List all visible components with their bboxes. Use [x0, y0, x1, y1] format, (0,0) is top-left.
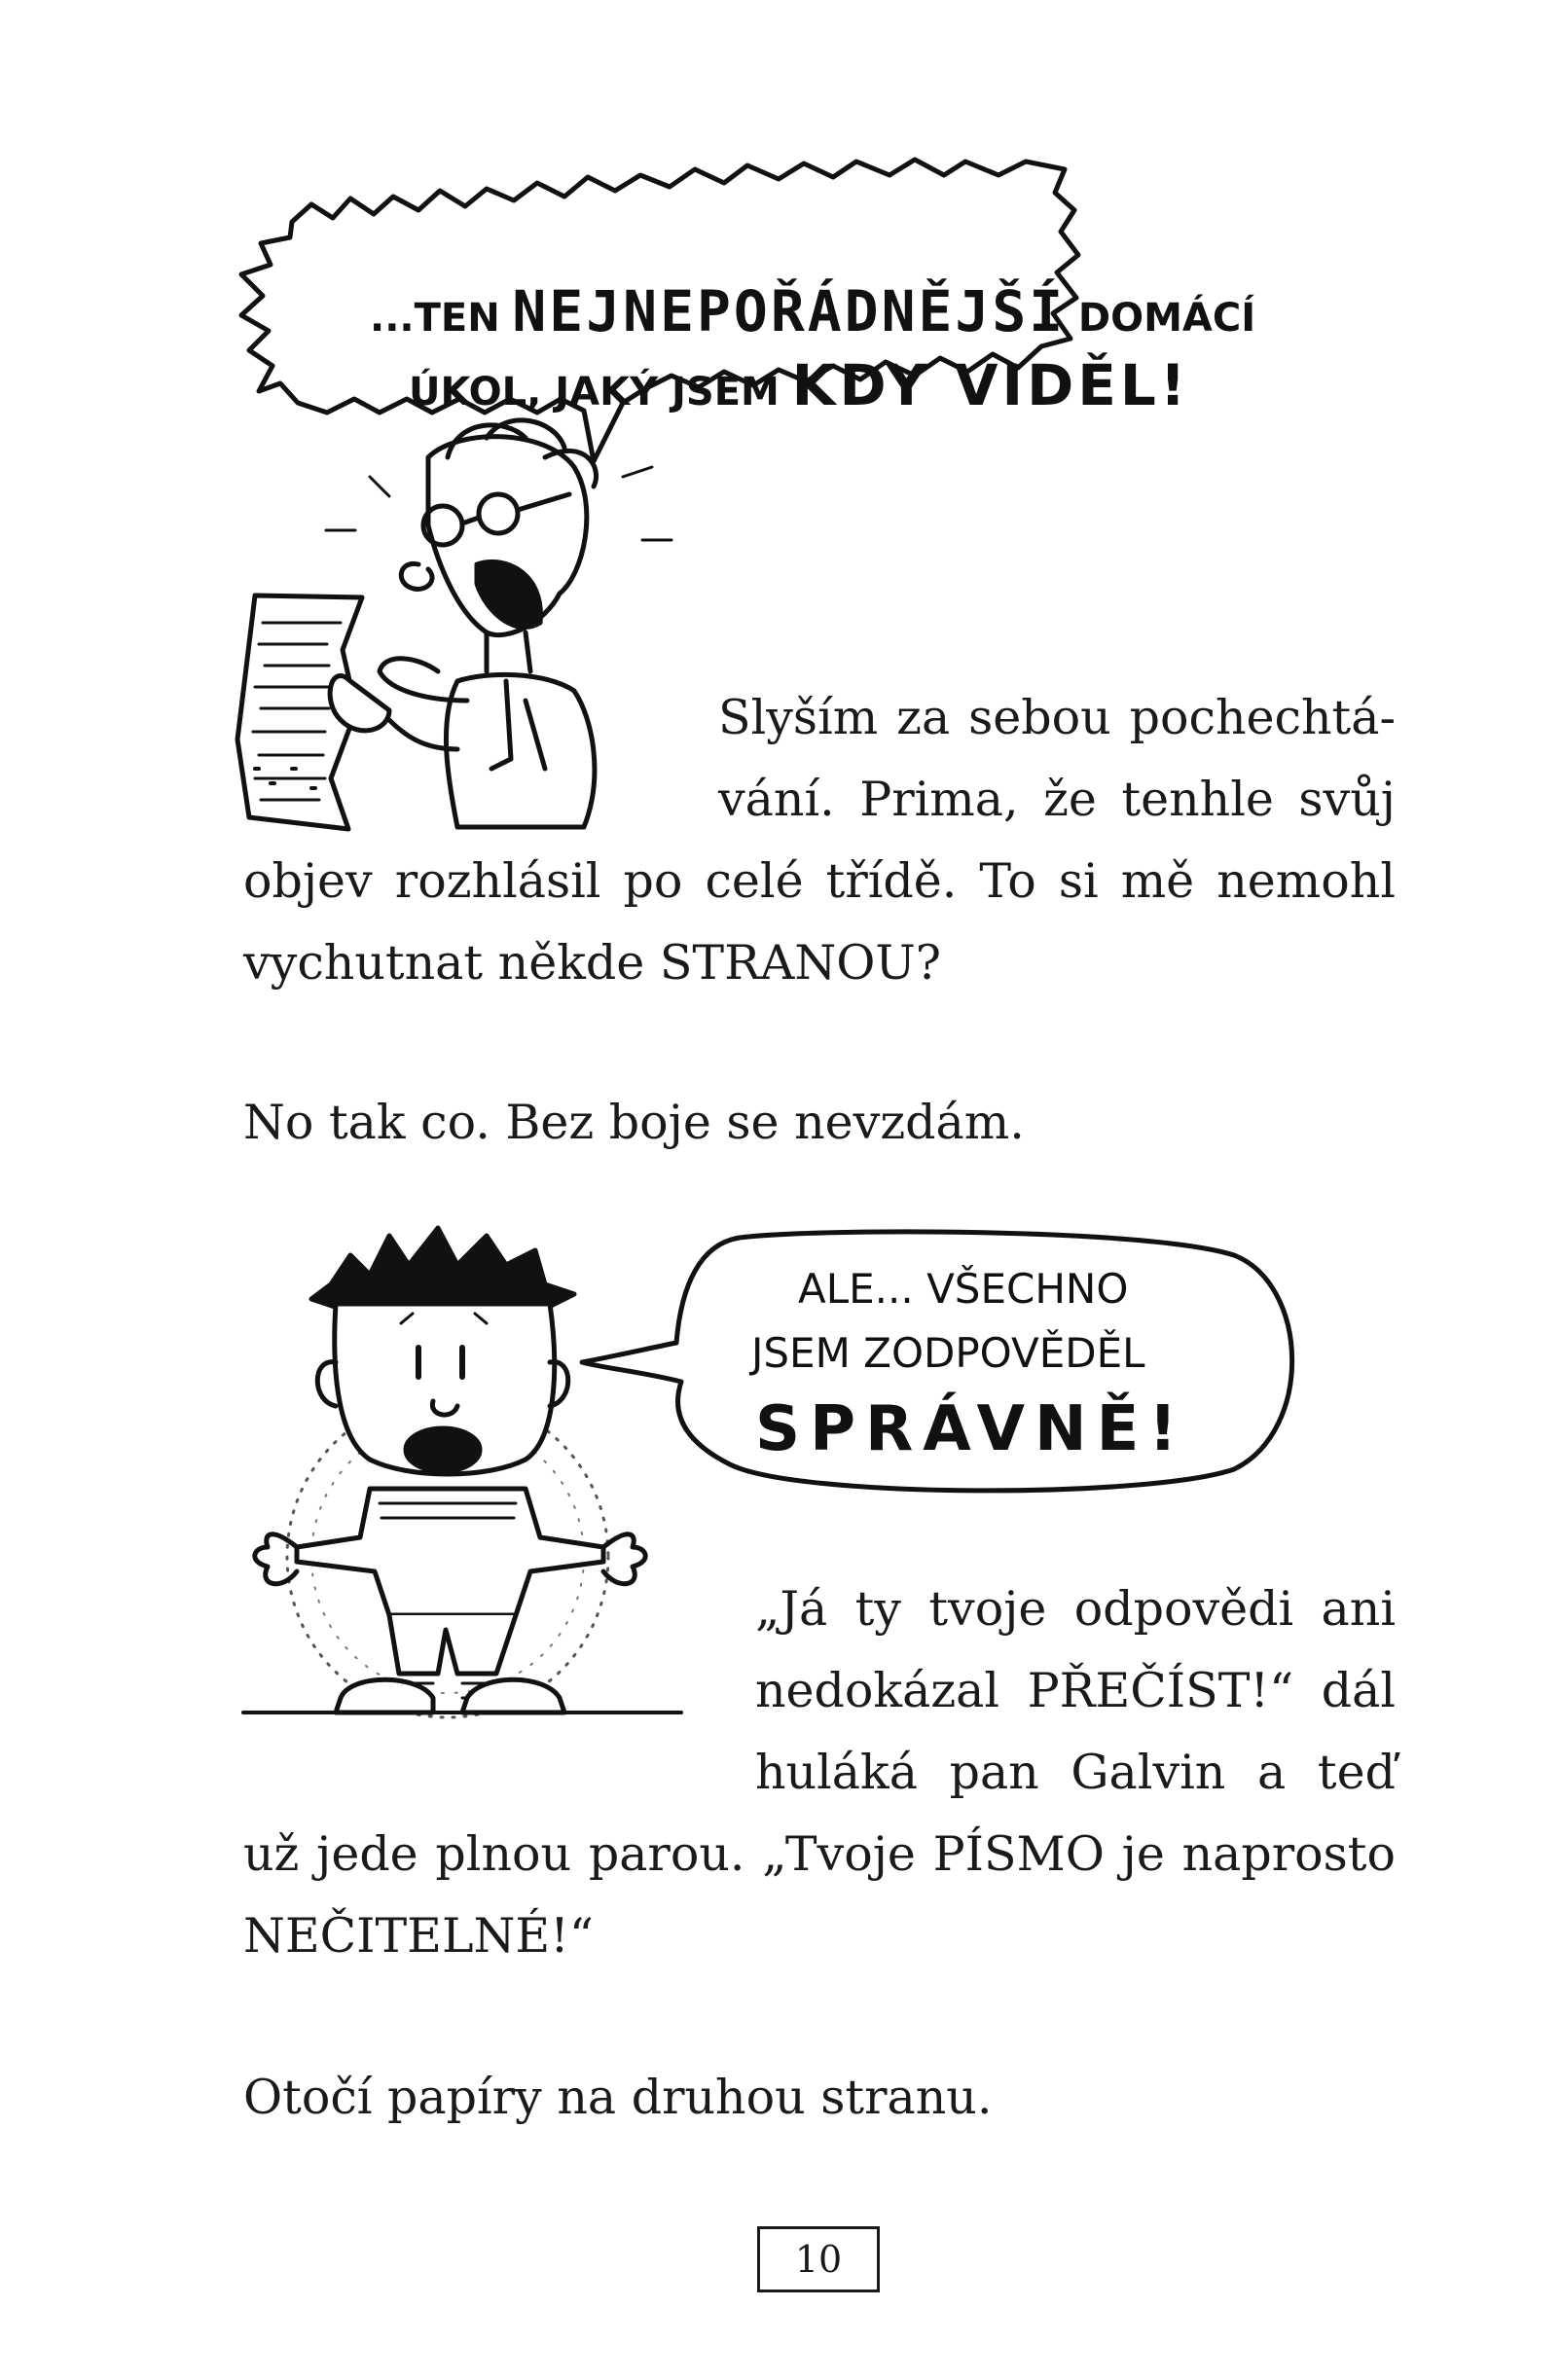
shout-prefix: ...TEN [370, 296, 500, 341]
p1-line-4: vychutnat někde STRANOU? [243, 935, 941, 991]
shout-line2-emphasis: KDY VIDĚL! [791, 352, 1190, 418]
p3-line-3: huláká pan Galvin a teď [755, 1745, 1396, 1800]
shout-suffix: DOMÁCÍ [1077, 296, 1256, 341]
shout-emphasis: NEJNEPOŘÁDNĚJŠÍ [512, 278, 1067, 344]
p1-line-3: objev rozhlásil po celé třídě. To si mě nemohl [243, 853, 1396, 909]
p2-line-1: No tak co. Bez boje se nevzdám. [243, 1095, 1025, 1150]
speech-line-1: ALE... VŠECHNO [798, 1265, 1129, 1313]
speech-line-3: SPRÁVNĚ! [755, 1393, 1187, 1465]
speech-line-2: JSEM ZODPOVĚDĚL [751, 1329, 1145, 1377]
p4-line-1: Otočí papíry na druhou stranu. [243, 2070, 993, 2125]
p3-line-2: nedokázal PŘEČÍST!“ dál [755, 1663, 1396, 1718]
shout-line2-prefix: ÚKOL, JAKÝ JSEM [409, 370, 780, 415]
p3-line-5: NEČITELNÉ!“ [243, 1908, 594, 1964]
p3-line-1: „Já ty tvoje odpovědi ani [755, 1581, 1396, 1637]
p1-line-1: Slyším za sebou pochechtá- [718, 690, 1396, 745]
p3-line-4: už jede plnou parou. „Tvoje PÍSMO je naprosto [243, 1826, 1396, 1882]
page-number: 10 [757, 2226, 880, 2292]
p1-line-2: vání. Prima, že tenhle svůj [718, 772, 1396, 827]
